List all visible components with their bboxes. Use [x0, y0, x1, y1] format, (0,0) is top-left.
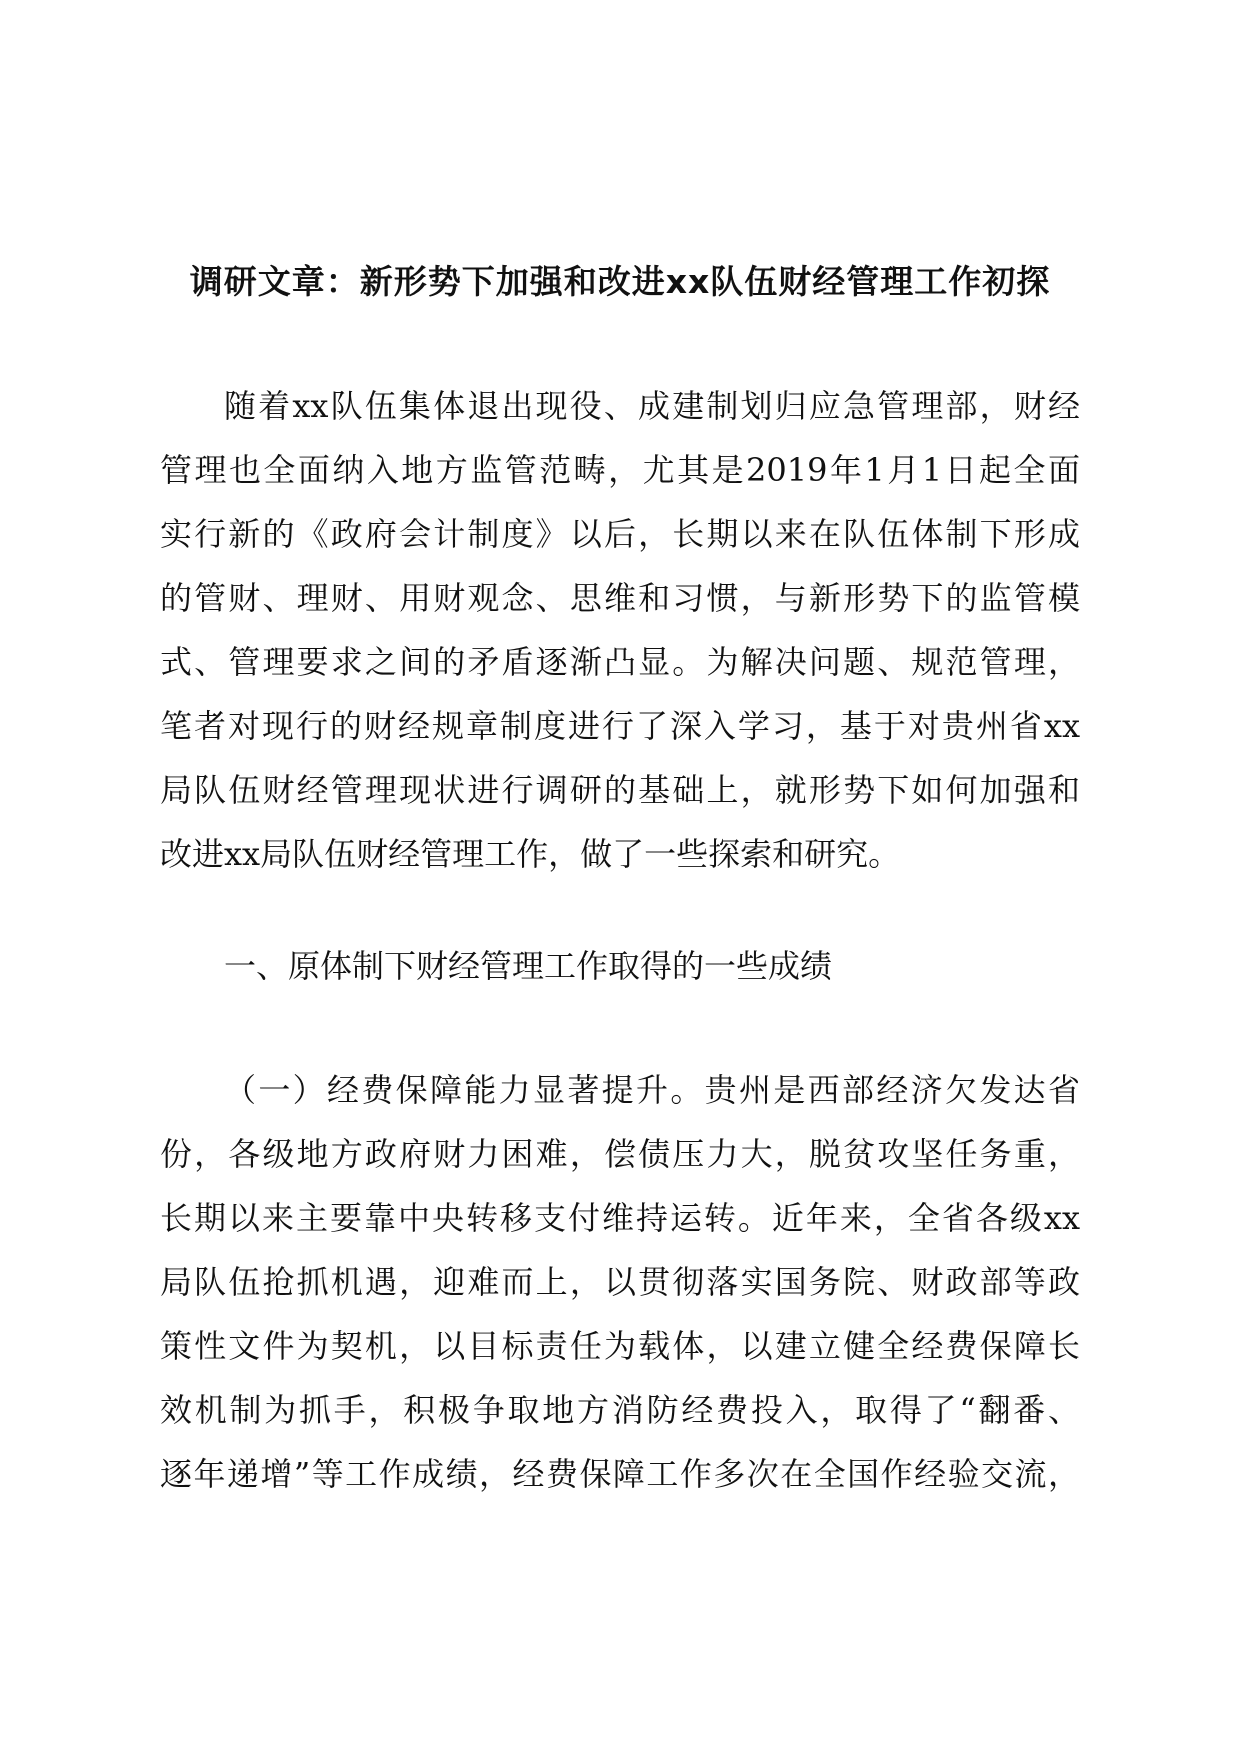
paragraph-line: 管理也全面纳入地方监管范畴，尤其是2019年1月1日起全面 — [160, 451, 1080, 489]
paragraph-line: 的管财、理财、用财观念、思维和习惯，与新形势下的监管模 — [160, 579, 1080, 617]
paragraph-line: 局队伍财经管理现状进行调研的基础上，就形势下如何加强和 — [160, 771, 1080, 809]
paragraph-line: 改进xx局队伍财经管理工作，做了一些探索和研究。 — [160, 835, 901, 873]
paragraph-line: 策性文件为契机，以目标责任为载体，以建立健全经费保障长 — [160, 1327, 1080, 1365]
paragraph-line: （一）经费保障能力显著提升。贵州是西部经济欠发达省 — [224, 1071, 1080, 1109]
paragraph-line: 逐年递增”等工作成绩，经费保障工作多次在全国作经验交流， — [160, 1455, 1080, 1493]
paragraph-line: 随着xx队伍集体退出现役、成建制划归应急管理部，财经 — [224, 387, 1080, 425]
section-heading: 一、原体制下财经管理工作取得的一些成绩 — [224, 947, 833, 985]
paragraph-line: 实行新的《政府会计制度》以后，长期以来在队伍体制下形成 — [160, 515, 1080, 553]
section-paragraph — [160, 1058, 1080, 1506]
document-title: 调研文章：新形势下加强和改进xx队伍财经管理工作初探 — [189, 262, 1051, 301]
paragraph-line: 长期以来主要靠中央转移支付维持运转。近年来，全省各级xx — [160, 1199, 1080, 1237]
paragraph-line: 式、管理要求之间的矛盾逐渐凸显。为解决问题、规范管理， — [160, 643, 1080, 681]
paragraph-line: 效机制为抓手，积极争取地方消防经费投入，取得了“翻番、 — [160, 1391, 1080, 1429]
paragraph-line: 笔者对现行的财经规章制度进行了深入学习，基于对贵州省xx — [160, 707, 1080, 745]
intro-paragraph — [160, 374, 1080, 886]
paragraph-line: 局队伍抢抓机遇，迎难而上，以贯彻落实国务院、财政部等政 — [160, 1263, 1080, 1301]
section-heading-block — [160, 934, 832, 998]
paragraph-line: 份，各级地方政府财力困难，偿债压力大，脱贫攻坚任务重， — [160, 1135, 1080, 1173]
